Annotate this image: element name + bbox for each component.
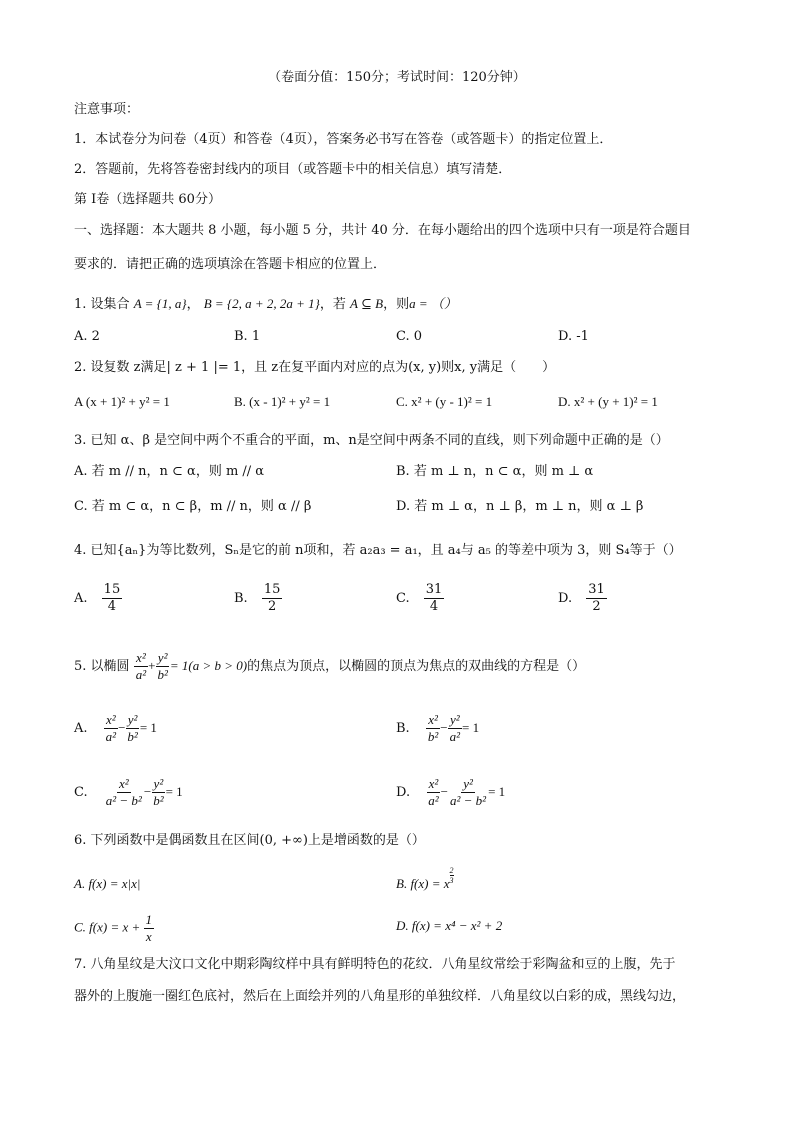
question-6: 6. 下列函数中是偶函数且在区间(0, +∞)上是增函数的是（） — [74, 833, 425, 848]
q4-option-d-label: D. — [558, 591, 573, 606]
q3-option-d[interactable]: D. 若 m ⊥ α，n ⊥ β，m ⊥ n，则 α ⊥ β — [396, 499, 644, 514]
q5-a-minus: − — [118, 720, 126, 735]
notice-title: 注意事项： — [74, 102, 140, 117]
q5-option-d[interactable] — [396, 776, 505, 809]
q2-option-d[interactable]: D. x² + (y + 1)² = 1 — [558, 394, 658, 409]
q4-c-den: 4 — [429, 599, 439, 614]
q5-option-a[interactable] — [74, 712, 157, 745]
q5-d-label: D. — [396, 785, 411, 800]
q6-c-den: x — [145, 929, 152, 944]
section-intro-a: 一、选择题：本大题共 8 小题，每小题 5 分，共计 40 分．在每小题给出的四个选项中只有一项是符合题目 — [74, 223, 691, 238]
q5-a-a2: a² — [105, 729, 117, 744]
q5-b-b2: b² — [427, 729, 439, 744]
q4-option-c-label: C. — [396, 591, 410, 606]
q4-b-den: 2 — [267, 599, 277, 614]
q4-c-num: 31 — [425, 582, 443, 597]
q1-set-b: B = {2, a + 2, 2a + 1} — [203, 296, 320, 311]
q5-b2: b² — [157, 667, 168, 682]
q4-option-b-label: B. — [234, 591, 248, 606]
question-7-line-1: 7. 八角星纹是大汶口文化中期彩陶纹样中具有鲜明特色的花纹．八角星纹常绘于彩陶盆和豆的上腹，先于 — [74, 957, 676, 972]
q5-x2: x² — [136, 650, 146, 665]
question-7-line-2: 器外的上腹施一圈红色底衬，然后在上面绘并列的八角星形的单独纹样．八角星纹以白彩的成，黑线勾边， — [74, 989, 686, 1004]
q3-option-b[interactable]: B. 若 m ⊥ n，n ⊂ α，则 m ⊥ α — [396, 464, 594, 479]
q5-b-minus: − — [440, 720, 448, 735]
q2-option-c[interactable]: C. x² + (y - 1)² = 1 — [396, 394, 493, 409]
q6-option-a[interactable]: A. f(x) = x|x| — [74, 876, 141, 891]
q5-a-eq: = 1 — [139, 720, 157, 735]
q6-option-d[interactable]: D. f(x) = x⁴ − x² + 2 — [396, 918, 503, 933]
q5-a-y2: y² — [127, 712, 138, 727]
q1-tail: ，则 — [383, 297, 410, 312]
q6-c-text: C. f(x) = x + — [74, 919, 141, 935]
q2-option-b[interactable]: B. (x - 1)² + y² = 1 — [234, 394, 331, 409]
part-title: 第 I卷（选择题共 60分） — [74, 192, 221, 207]
q5-c-b2: b² — [153, 793, 164, 808]
q4-option-b[interactable] — [234, 582, 282, 615]
q5-c-y2: y² — [153, 776, 164, 791]
q5-d-y2: y² — [463, 776, 473, 791]
q1-set-a: A = {1, a} — [133, 296, 187, 311]
question-3: 3. 已知 α、β 是空间中两个不重合的平面，m、n是空间中两条不同的直线，则下列命题中正确的是（） — [74, 433, 669, 448]
q5-a2: a² — [135, 667, 147, 682]
notice-2: 2．答题前，先将答卷密封线内的项目（或答题卡中的相关信息）填写清楚． — [74, 162, 512, 177]
q5-d-den: a² − b² — [449, 793, 487, 808]
q4-d-num: 31 — [588, 582, 605, 597]
notice-1: 1．本试卷分为问卷（4页）和答卷（4页），答案务必书写在答卷（或答题卡）的指定位置上． — [74, 132, 613, 147]
section-intro-b: 要求的．请把正确的选项填涂在答题卡相应的位置上． — [74, 257, 387, 272]
question-5 — [74, 650, 585, 683]
q4-a-num: 15 — [103, 582, 121, 597]
q5-b-y2: y² — [449, 712, 460, 727]
q5-plus: + — [148, 658, 156, 673]
q1-subset: A ⊆ B — [350, 296, 384, 311]
q5-c-minus: − — [143, 784, 152, 799]
q5-c-eq: = 1 — [165, 784, 183, 799]
q1-ask: a = （） — [409, 296, 457, 311]
q4-option-c[interactable] — [396, 582, 444, 615]
q4-option-d[interactable] — [558, 582, 607, 615]
q1-option-c[interactable]: C. 0 — [396, 329, 423, 344]
q4-option-a-label: A. — [74, 591, 88, 606]
q5-y2: y² — [157, 650, 168, 665]
question-4: 4. 已知{aₙ}为等比数列，Sₙ是它的前 n项和，若 a₂a₃ = a₁，且 a₄与 a₅ 的等差中项为 3，则 S₄等于（） — [74, 543, 682, 558]
q5-d-minus: − — [440, 784, 448, 799]
q5-c-x2: x² — [118, 776, 129, 791]
q5-d-eq: = 1 — [488, 784, 506, 799]
q3-option-a[interactable]: A. 若 m // n，n ⊂ α，则 m // α — [74, 464, 265, 479]
q6-option-c[interactable] — [74, 912, 154, 945]
q5-b-a2: a² — [449, 729, 460, 744]
q4-a-den: 4 — [107, 599, 117, 614]
q3-option-c[interactable]: C. 若 m ⊂ α，n ⊂ β，m // n，则 α // β — [74, 499, 312, 514]
q1-option-a[interactable]: A. 2 — [74, 329, 100, 344]
q5-c-label: C. — [74, 785, 88, 800]
q6-b-exp-num: 2 — [449, 866, 454, 875]
q5-d-x2: x² — [428, 776, 439, 791]
q6-b-text: B. f(x) = x — [396, 876, 450, 891]
question-1: 1. 设集合 A = {1, a}， B = {2, a + 2, 2a + 1}，若 A ⊆ B，则a = （） — [74, 296, 457, 312]
q5-a-label: A. — [74, 721, 88, 736]
q5-option-b[interactable] — [396, 712, 479, 745]
q5-lead: 5. 以椭圆 — [74, 659, 130, 674]
q4-d-den: 2 — [592, 599, 601, 614]
question-2: 2. 设复数 z满足| z + 1 |= 1，且 z在复平面内对应的点为(x, y)则x, y满足（ ） — [74, 360, 556, 375]
exam-header: （卷面分值：150分；考试时间：120分钟） — [268, 70, 526, 85]
q1-lead: 1. 设集合 — [74, 297, 130, 312]
q2-option-a[interactable]: A (x + 1)² + y² = 1 — [74, 394, 170, 409]
q4-option-a[interactable] — [74, 582, 122, 615]
q5-b-x2: x² — [428, 712, 438, 727]
q1-option-b[interactable]: B. 1 — [234, 329, 261, 344]
q5-d-a2: a² — [428, 793, 439, 808]
q1-cond: ，若 — [319, 297, 346, 312]
q5-c-den: a² − b² — [105, 793, 142, 808]
q5-eq: = 1(a > b > 0) — [169, 658, 248, 673]
q5-tail: 的焦点为顶点，以椭圆的顶点为焦点的双曲线的方程是（） — [247, 659, 586, 674]
q5-b-eq: = 1 — [461, 720, 480, 735]
q1-option-d[interactable]: D. -1 — [558, 329, 589, 344]
q6-option-b[interactable] — [396, 866, 454, 894]
q5-a-b2: b² — [127, 729, 138, 744]
q5-option-c[interactable] — [74, 776, 183, 809]
q6-c-num: 1 — [145, 912, 153, 927]
q4-b-num: 15 — [263, 582, 281, 597]
q5-b-label: B. — [396, 721, 410, 736]
q6-b-exp-den: 3 — [449, 876, 454, 885]
q5-a-x2: x² — [106, 712, 116, 727]
